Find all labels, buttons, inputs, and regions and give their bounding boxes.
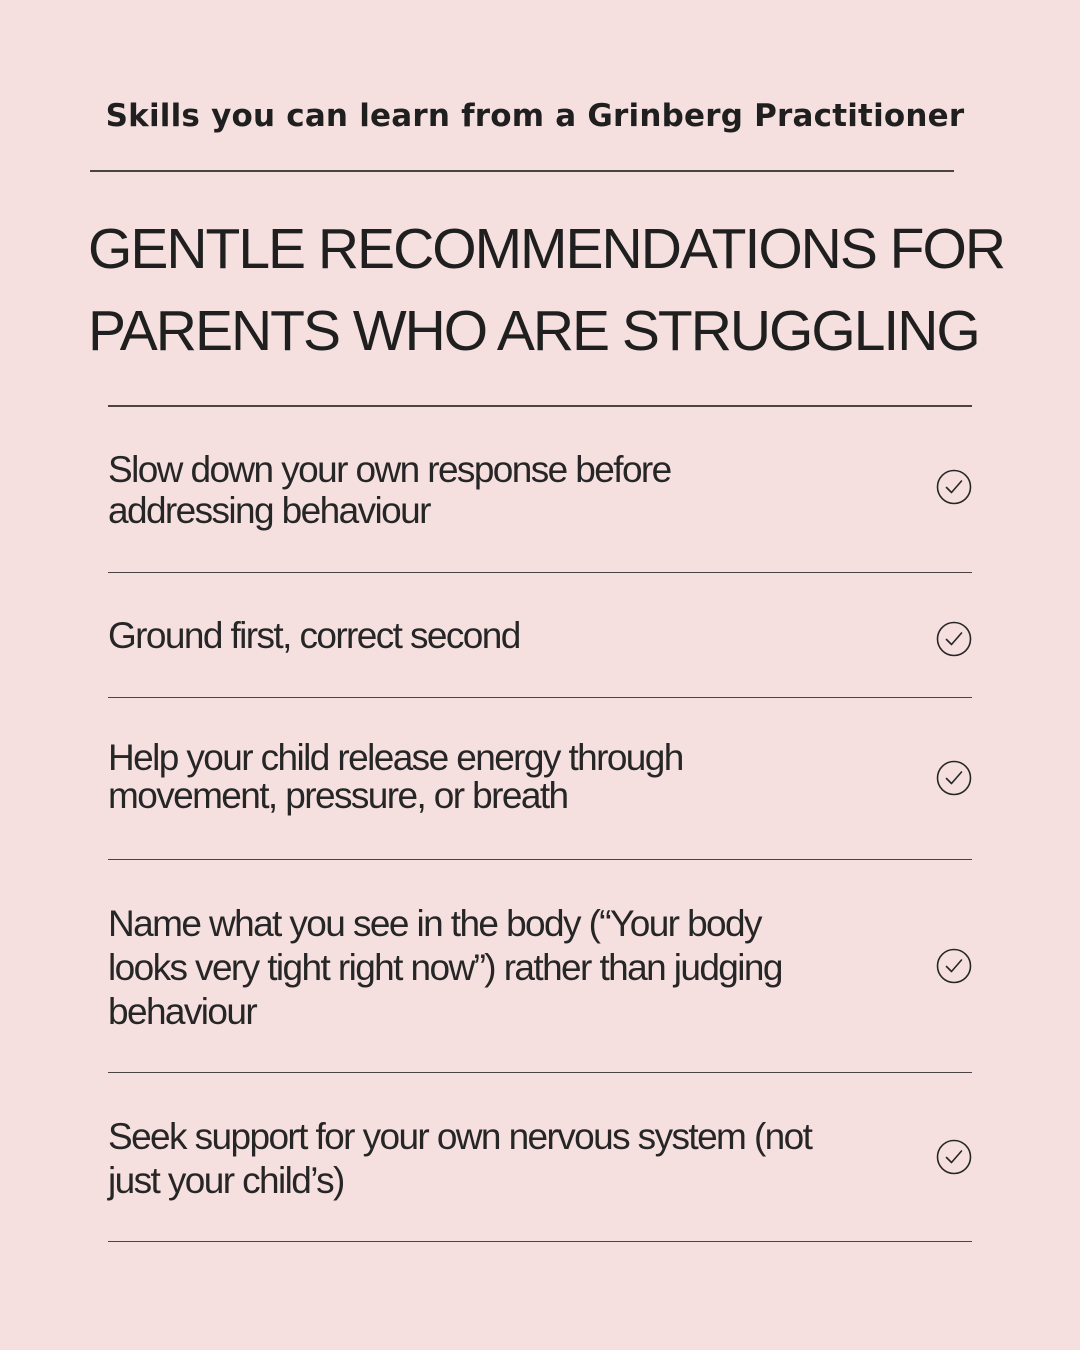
recommendation-line: Slow down your own response before: [108, 449, 671, 490]
recommendation-line: Help your child release energy through: [108, 737, 683, 778]
header-title: Skills you can learn from a Grinberg Practitioner: [105, 98, 965, 134]
check-circle-icon: [936, 621, 972, 657]
recommendation-line: Name what you see in the body (“Your body: [108, 903, 761, 944]
recommendation-item-2: [108, 573, 972, 698]
check-circle-icon: [936, 948, 972, 984]
recommendation-line: addressing behaviour: [108, 490, 430, 531]
recommendation-item-4: [108, 860, 972, 1073]
recommendation-line: Ground first, correct second: [108, 615, 520, 656]
recommendation-line: just your child’s): [108, 1160, 344, 1201]
recommendation-text: [108, 739, 868, 815]
header-divider: [90, 170, 954, 172]
main-title-line-2: PARENTS WHO ARE STRUGGLING: [88, 299, 979, 363]
main-title: [88, 208, 1004, 372]
recommendation-text: [108, 615, 868, 656]
check-circle-icon: [936, 1139, 972, 1175]
recommendation-item-3: [108, 698, 972, 860]
recommendation-text: [108, 1115, 868, 1203]
recommendation-item-1: [108, 406, 972, 573]
recommendation-item-5: [108, 1073, 972, 1242]
check-circle-icon: [936, 760, 972, 796]
recommendation-text: [108, 449, 868, 531]
check-circle-icon: [936, 469, 972, 505]
main-title-line-1: GENTLE RECOMMENDATIONS FOR: [88, 217, 1004, 281]
recommendation-line: looks very tight right now”) rather than judging: [108, 947, 782, 988]
recommendation-line: Seek support for your own nervous system (not: [108, 1116, 812, 1157]
recommendation-text: [108, 902, 868, 1034]
recommendation-line: movement, pressure, or breath: [108, 775, 568, 816]
recommendation-line: behaviour: [108, 991, 257, 1032]
